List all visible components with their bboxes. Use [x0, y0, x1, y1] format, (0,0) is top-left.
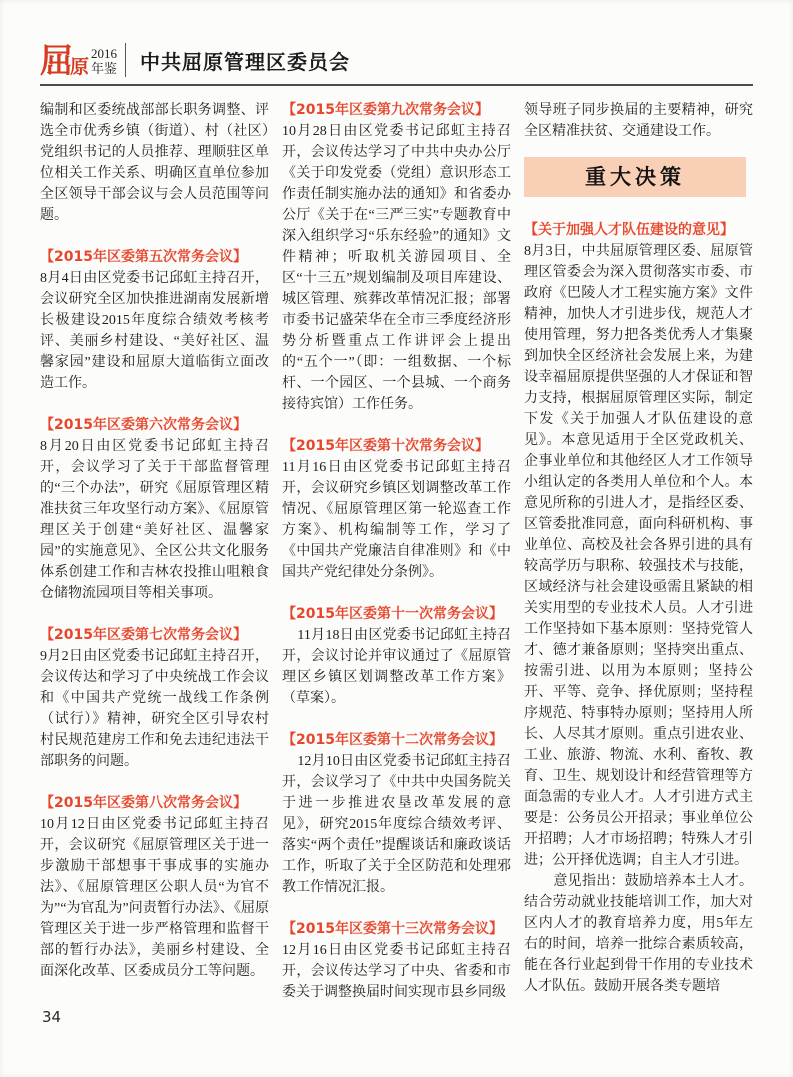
paragraph-continuation-meeting-13: 领导班子同步换届的主要精神，研究全区精准扶贫、交通建设工作。	[524, 103, 753, 139]
page-title: 中共屈原管理区委员会	[140, 49, 351, 74]
column-1	[40, 100, 269, 1024]
paragraph-meeting-8: 10月12日由区党委书记邱虹主持召开，会议研究《屈原管理区关于进一步激励干部想事干事成事的实施办法》、《屈原管理区公职人员“为官不为”“为官乱为”问责暂行办法》、《屈原管理区关于进一步严格管理和监督干部的暂行办法》，美丽乡村建设、全面深化改革、区委成员分工等问题。	[40, 817, 269, 979]
yearbook-logo	[40, 40, 118, 80]
paragraph-meeting-5: 8月4日由区党委书记邱虹主持召开，会议研究全区加快推进湖南发展新增长极建设2015年度综合绩效考核考评、美丽乡村建设、“美好社区、温馨家园”建设和屈原大道临街立面改造工作。	[40, 271, 269, 391]
page-header	[40, 42, 753, 78]
paragraph-meeting-11: 11月18日由区党委书记邱虹主持召开，会议讨论并审议通过了《屈原管理区乡镇区划调整改革工作方案》（草案）。	[282, 628, 511, 706]
paragraph-continuation: 编制和区委统战部部长职务调整、评选全市优秀乡镇（街道）、村（社区）党组织书记的人员推荐、理顺驻区单位相关工作关系、明确区直单位参加全区领导干部会议与会人员范围等问题。	[40, 103, 269, 223]
logo-year: 2016	[91, 45, 118, 61]
section-heading-talent-opinion: 【关于加强人才队伍建设的意见】	[524, 222, 734, 238]
paragraph-talent-opinion-2: 意见指出：鼓励培养本土人才。结合劳动就业技能培训工作，加大对区内人才的教育培养力度，用5年左右的时间，培养一批综合素质较高，能在各行业起到骨干作用的专业技术人才队伍。鼓励开展各类专题培	[524, 874, 753, 994]
column-2	[282, 100, 511, 1024]
column-3	[524, 100, 753, 1024]
paragraph-meeting-12: 12月10日由区党委书记邱虹主持召开，会议学习了《中共中央国务院关于进一步推进农垦改革发展的意见》，研究2015年度综合绩效考评、落实“两个责任”提醒谈话和廉政谈话工作，听取了关于全区防范和处理邪教工作情况汇报。	[282, 754, 511, 895]
logo-year-label	[91, 47, 117, 77]
section-heading-meeting-12: 【2015年区委第十二次常务会议】	[282, 732, 503, 748]
paragraph-meeting-10: 11月16日由区党委书记邱虹主持召开，会议研究乡镇区划调整改革工作情况、《屈原管理区第一轮巡查工作方案》、机构编制等工作，学习了《中国共产党廉洁自律准则》和《中国共产党纪律处分条例》。	[282, 460, 511, 580]
header-rule	[40, 84, 753, 86]
logo-char-qu: 屈	[40, 40, 71, 80]
paragraph-meeting-7: 9月2日由区党委书记邱虹主持召开，会议传达和学习了中央统战工作会议和《中国共产党统一战线工作条例（试行）》精神，研究全区引导农村村民规范建房工作和免去违纪违法干部职务的问题。	[40, 649, 269, 769]
header-divider	[125, 43, 126, 77]
major-decisions-banner: 重大决策	[524, 157, 746, 197]
logo-label: 年鉴	[91, 60, 118, 76]
section-heading-meeting-6: 【2015年区委第六次常务会议】	[40, 417, 247, 433]
paragraph-talent-opinion: 8月3日，中共屈原管理区委、屈原管理区管委会为深入贯彻落实市委、市政府《巴陵人才工程实施方案》文件精神，加快人才引进步伐，规范人才使用管理，努力把各类优秀人才集聚到加快全区经济社会发展上来，为建设幸福屈原提供坚强的人才保证和智力支持，根据屈原管理区实际，制定下发《关于加强人才队伍建设的意见》。本意见适用于全区党政机关、企事业单位和其他经区人才工作领导小组认定的各类用人单位和个人。本意见所称的引进人才，是指经区委、区管委批准同意，面向科研机构、事业单位、高校及社会各界引进的具有较高学历与职称、较强技术与技能，区域经济与社会建设亟需且紧缺的相关实用型的专业技术人员。人才引进工作坚持如下基本原则：坚持党管人才、德才兼备原则；坚持突出重点、按需引进、以用为本原则；坚持公开、平等、竞争、择优原则；坚持程序规范、特事特办原则；坚持用人所长、人尽其才原则。重点引进农业、工业、旅游、物流、水利、畜牧、教育、卫生、规划设计和经营管理等方面急需的专业人才。人才引进方式主要是：公务员公开招录；事业单位公开招聘；人才市场招聘；特殊人才引进；公开择优选调；自主人才引进。	[524, 244, 753, 868]
section-heading-meeting-8: 【2015年区委第八次常务会议】	[40, 795, 247, 811]
section-heading-meeting-5: 【2015年区委第五次常务会议】	[40, 249, 247, 265]
paragraph-meeting-6: 8月20日由区党委书记邱虹主持召开，会议学习了关于干部监督管理的“三个办法”，研究《屈原管理区精准扶贫三年攻坚行动方案》、《屈原管理区关于创建“美好社区、温馨家园”的实施意见》、全区公共文化服务体系创建工作和吉林农投推山咀粮食仓储物流园项目等相关事项。	[40, 439, 269, 601]
paragraph-meeting-9: 10月28日由区党委书记邱虹主持召开，会议传达学习了中共中央办公厅《关于印发党委（党组）意识形态工作责任制实施办法的通知》和省委办公厅《关于在“三严三实”专题教育中深入组织学习“乐东经验”的通知》文件精神；听取机关游园项目、全区“十三五”规划编制及项目库建设、城区管理、殡葬改革情况汇报；部署市委书记盛荣华在全市三季度经济形势分析暨重点工作讲评会上提出的“五个一”（即：一组数据、一个标杆、一个园区、一个县城、一个商务接待宾馆）工作任务。	[282, 124, 511, 412]
logo-char-yuan: 原	[70, 55, 90, 78]
section-heading-meeting-9: 【2015年区委第九次常务会议】	[282, 102, 489, 118]
section-heading-meeting-11: 【2015年区委第十一次常务会议】	[282, 606, 503, 622]
section-heading-meeting-13: 【2015年区委第十三次常务会议】	[282, 921, 503, 937]
paragraph-meeting-13: 12月16日由区党委书记邱虹主持召开，会议传达学习了中央、省委和市委关于调整换届时间实现市县乡同级	[282, 943, 511, 1000]
text-columns	[40, 100, 753, 1024]
section-heading-meeting-10: 【2015年区委第十次常务会议】	[282, 438, 489, 454]
section-heading-meeting-7: 【2015年区委第七次常务会议】	[40, 627, 247, 643]
page-number: 34	[42, 1008, 62, 1026]
